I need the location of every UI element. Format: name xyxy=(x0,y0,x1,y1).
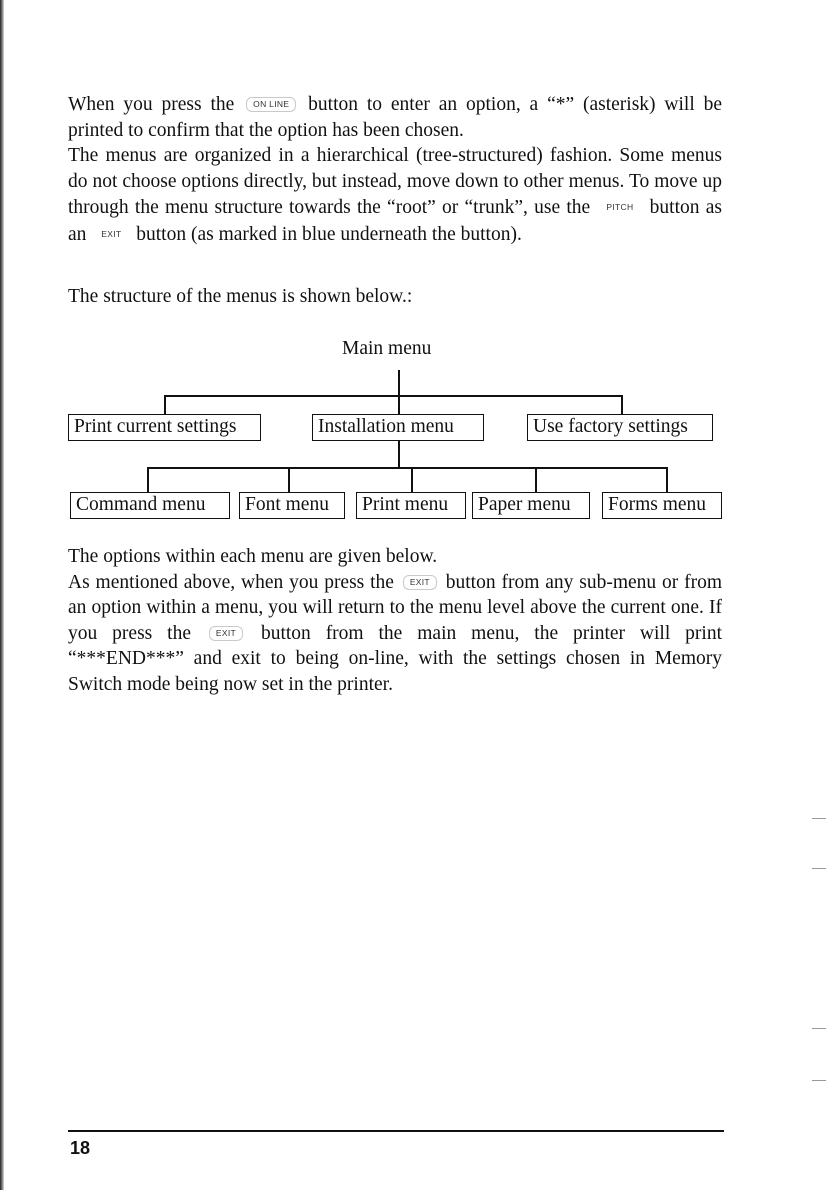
page-number: 18 xyxy=(70,1138,91,1158)
exit-key-icon: EXIT xyxy=(209,626,243,641)
tree-connector xyxy=(398,441,400,467)
paragraph-text: The menus are organized in a hierarchical (tree-structured) fashion. Some menus do not choose options directly, but instead, move down to other menus. To move up through the menu structure towards the “root” or “trunk”, use the xyxy=(68,145,722,219)
online-key-icon: ON LINE xyxy=(246,97,296,112)
tree-connector xyxy=(666,467,668,492)
tree-node-font-menu: Font menu xyxy=(239,492,345,519)
tree-connector xyxy=(164,395,622,397)
pitch-key-icon: PITCH xyxy=(606,202,634,213)
tree-node-use-factory-settings: Use factory settings xyxy=(527,414,713,441)
tree-connector xyxy=(147,467,667,469)
paragraph-text: button to enter an option, a “*” (asterisk) will be printed to confirm that the option has been chosen. xyxy=(68,94,723,142)
paragraph-text: As mentioned above, when you press the xyxy=(68,572,394,593)
paragraph-text: button from any sub-menu or from an option within a menu, you will return to the menu level above the current one. If you press the xyxy=(68,572,722,644)
scan-artifact xyxy=(812,818,826,819)
tree-connector xyxy=(411,467,413,492)
paragraph-text: button from the main menu, the printer will print “***END***” and exit to being on-line, with the settings chosen in Memory Switch mode being now set in the printer. xyxy=(68,622,723,695)
tree-node-print-menu: Print menu xyxy=(356,492,466,519)
tree-node-installation-menu: Installation menu xyxy=(312,414,484,441)
tree-node-command-menu: Command menu xyxy=(70,492,230,519)
tree-connector xyxy=(535,467,537,492)
paragraph-options-intro: The options within each menu are given below. xyxy=(68,546,438,567)
scan-artifact xyxy=(812,868,826,869)
tree-node-paper-menu: Paper menu xyxy=(472,492,590,519)
tree-connector xyxy=(621,395,623,414)
exit-key-icon: EXIT xyxy=(403,575,437,590)
tree-node-forms-menu: Forms menu xyxy=(602,492,722,519)
paragraph-text: button (as marked in blue underneath the button). xyxy=(136,223,522,245)
paragraph-exit-behavior xyxy=(68,570,722,697)
tree-node-print-current-settings: Print current settings xyxy=(68,414,261,441)
tree-connector xyxy=(398,370,400,414)
tree-root-main-menu: Main menu xyxy=(342,338,432,359)
paragraph-structure-intro: The structure of the menus is shown below.: xyxy=(68,286,413,307)
tree-connector xyxy=(147,467,149,492)
tree-connector xyxy=(164,395,166,414)
scan-artifact xyxy=(812,1080,826,1081)
footer-rule xyxy=(68,1130,724,1132)
paragraph-text: button as an xyxy=(68,197,722,245)
paragraph-text: When you press the xyxy=(68,94,235,115)
scan-artifact xyxy=(812,1028,826,1029)
exit-key-icon: EXIT xyxy=(101,228,122,239)
tree-connector xyxy=(288,467,290,492)
